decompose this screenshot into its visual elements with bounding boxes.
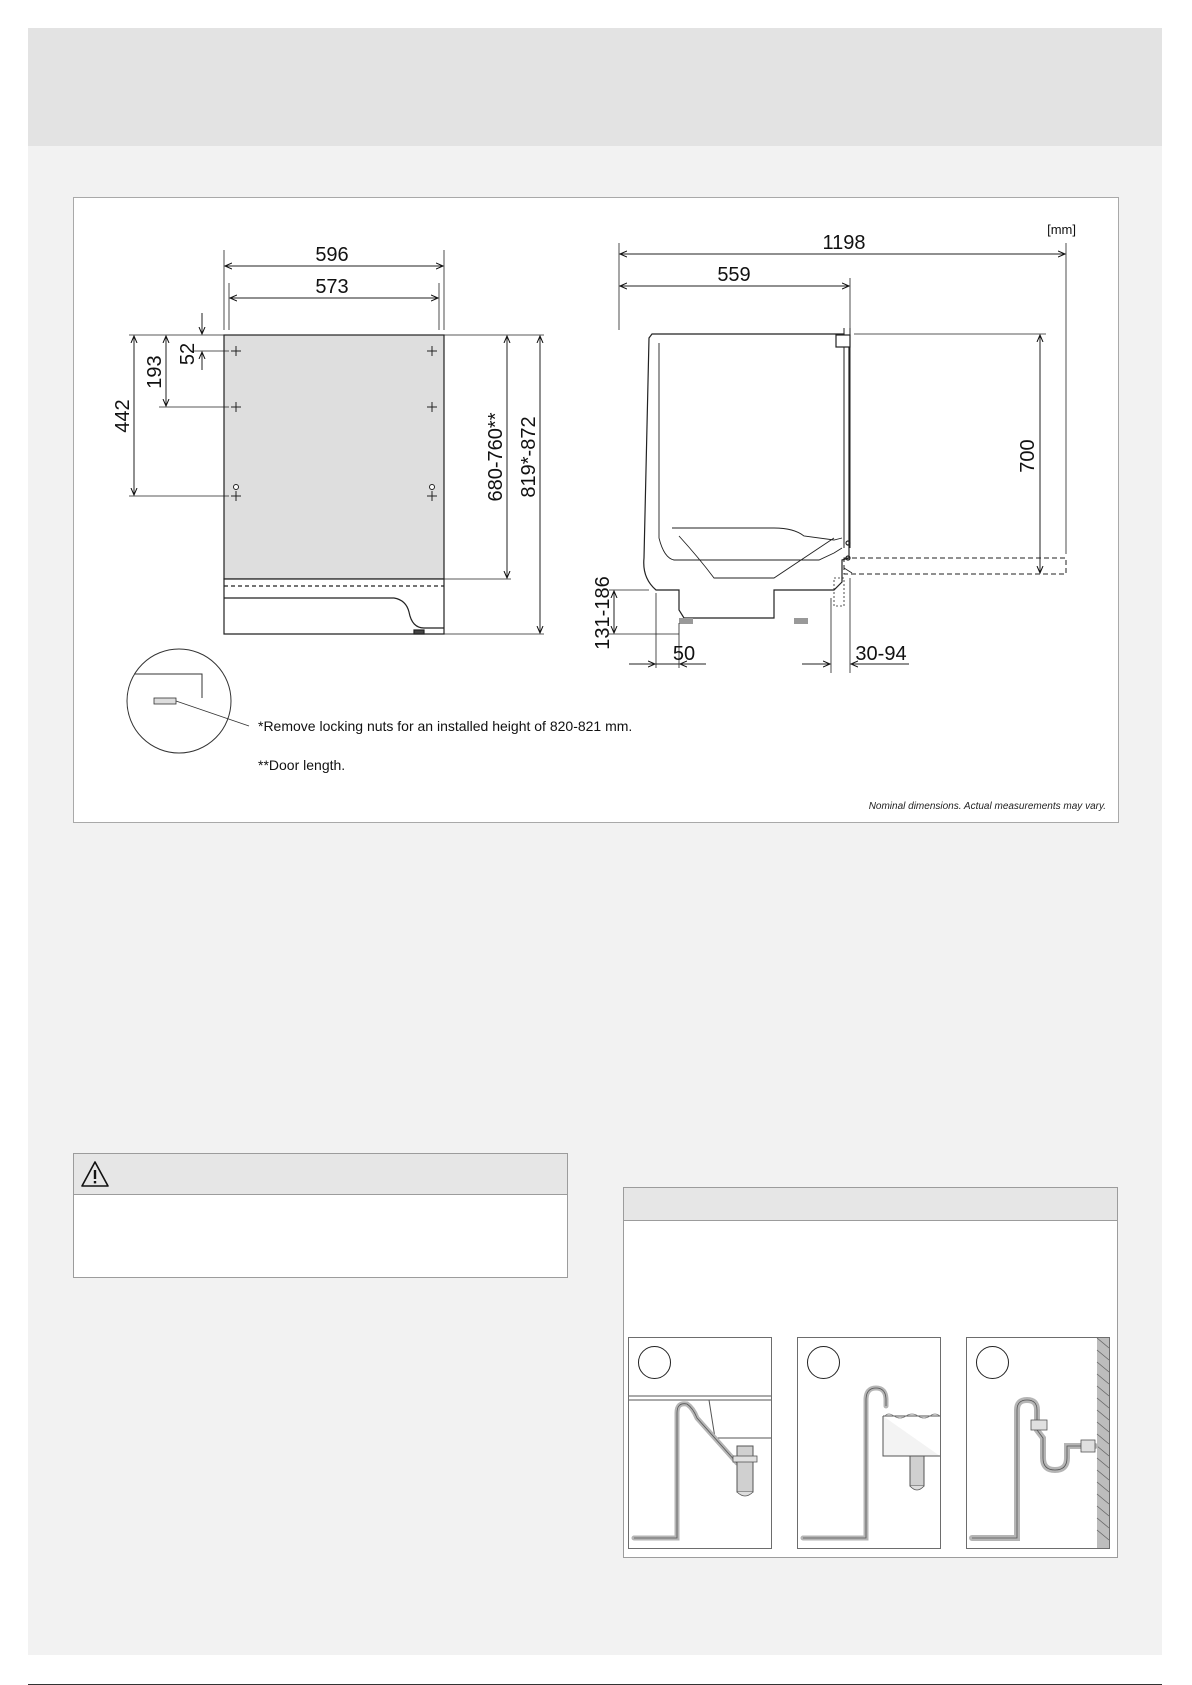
drain-panel-3 bbox=[966, 1337, 1110, 1549]
warning-triangle-icon bbox=[80, 1160, 110, 1188]
dim-573: 573 bbox=[315, 276, 349, 298]
footnote-door-length: **Door length. bbox=[258, 757, 346, 773]
dim-442: 442 bbox=[112, 399, 134, 433]
dim-plinth-height: 131-186 bbox=[592, 576, 614, 650]
dim-596: 596 bbox=[315, 244, 349, 266]
dim-total-height: 819*-872 bbox=[518, 416, 540, 498]
drain-illustration-3 bbox=[967, 1338, 1109, 1548]
warning-header bbox=[74, 1154, 567, 1195]
cabinet-body bbox=[644, 334, 849, 618]
drain-panel-1 bbox=[628, 1337, 772, 1549]
disclaimer-text: Nominal dimensions. Actual measurements may vary. bbox=[868, 801, 1106, 812]
drain-panel-2 bbox=[797, 1337, 941, 1549]
dim-52: 52 bbox=[177, 342, 199, 366]
dim-193: 193 bbox=[144, 355, 166, 389]
door-panel bbox=[224, 335, 444, 579]
footnote-locking-nuts: *Remove locking nuts for an installed height of 820-821 mm. bbox=[258, 718, 633, 734]
dimension-figure bbox=[73, 197, 1119, 823]
drain-illustration-1 bbox=[629, 1338, 771, 1548]
plinth bbox=[224, 579, 444, 634]
units-label: [mm] bbox=[1047, 222, 1076, 237]
dim-700: 700 bbox=[1017, 439, 1039, 473]
side-view bbox=[609, 243, 1066, 673]
dim-1198: 1198 bbox=[822, 232, 866, 254]
dim-559: 559 bbox=[717, 264, 751, 286]
drain-box-header bbox=[624, 1188, 1117, 1221]
drain-illustration-2 bbox=[798, 1338, 940, 1548]
drain-connection-box bbox=[623, 1187, 1118, 1558]
warning-box bbox=[73, 1153, 568, 1278]
front-view bbox=[127, 250, 544, 753]
dim-door-length: 680-760** bbox=[485, 412, 507, 502]
dim-50: 50 bbox=[672, 643, 696, 665]
dim-30-94: 30-94 bbox=[855, 643, 907, 665]
header-band bbox=[28, 28, 1162, 146]
